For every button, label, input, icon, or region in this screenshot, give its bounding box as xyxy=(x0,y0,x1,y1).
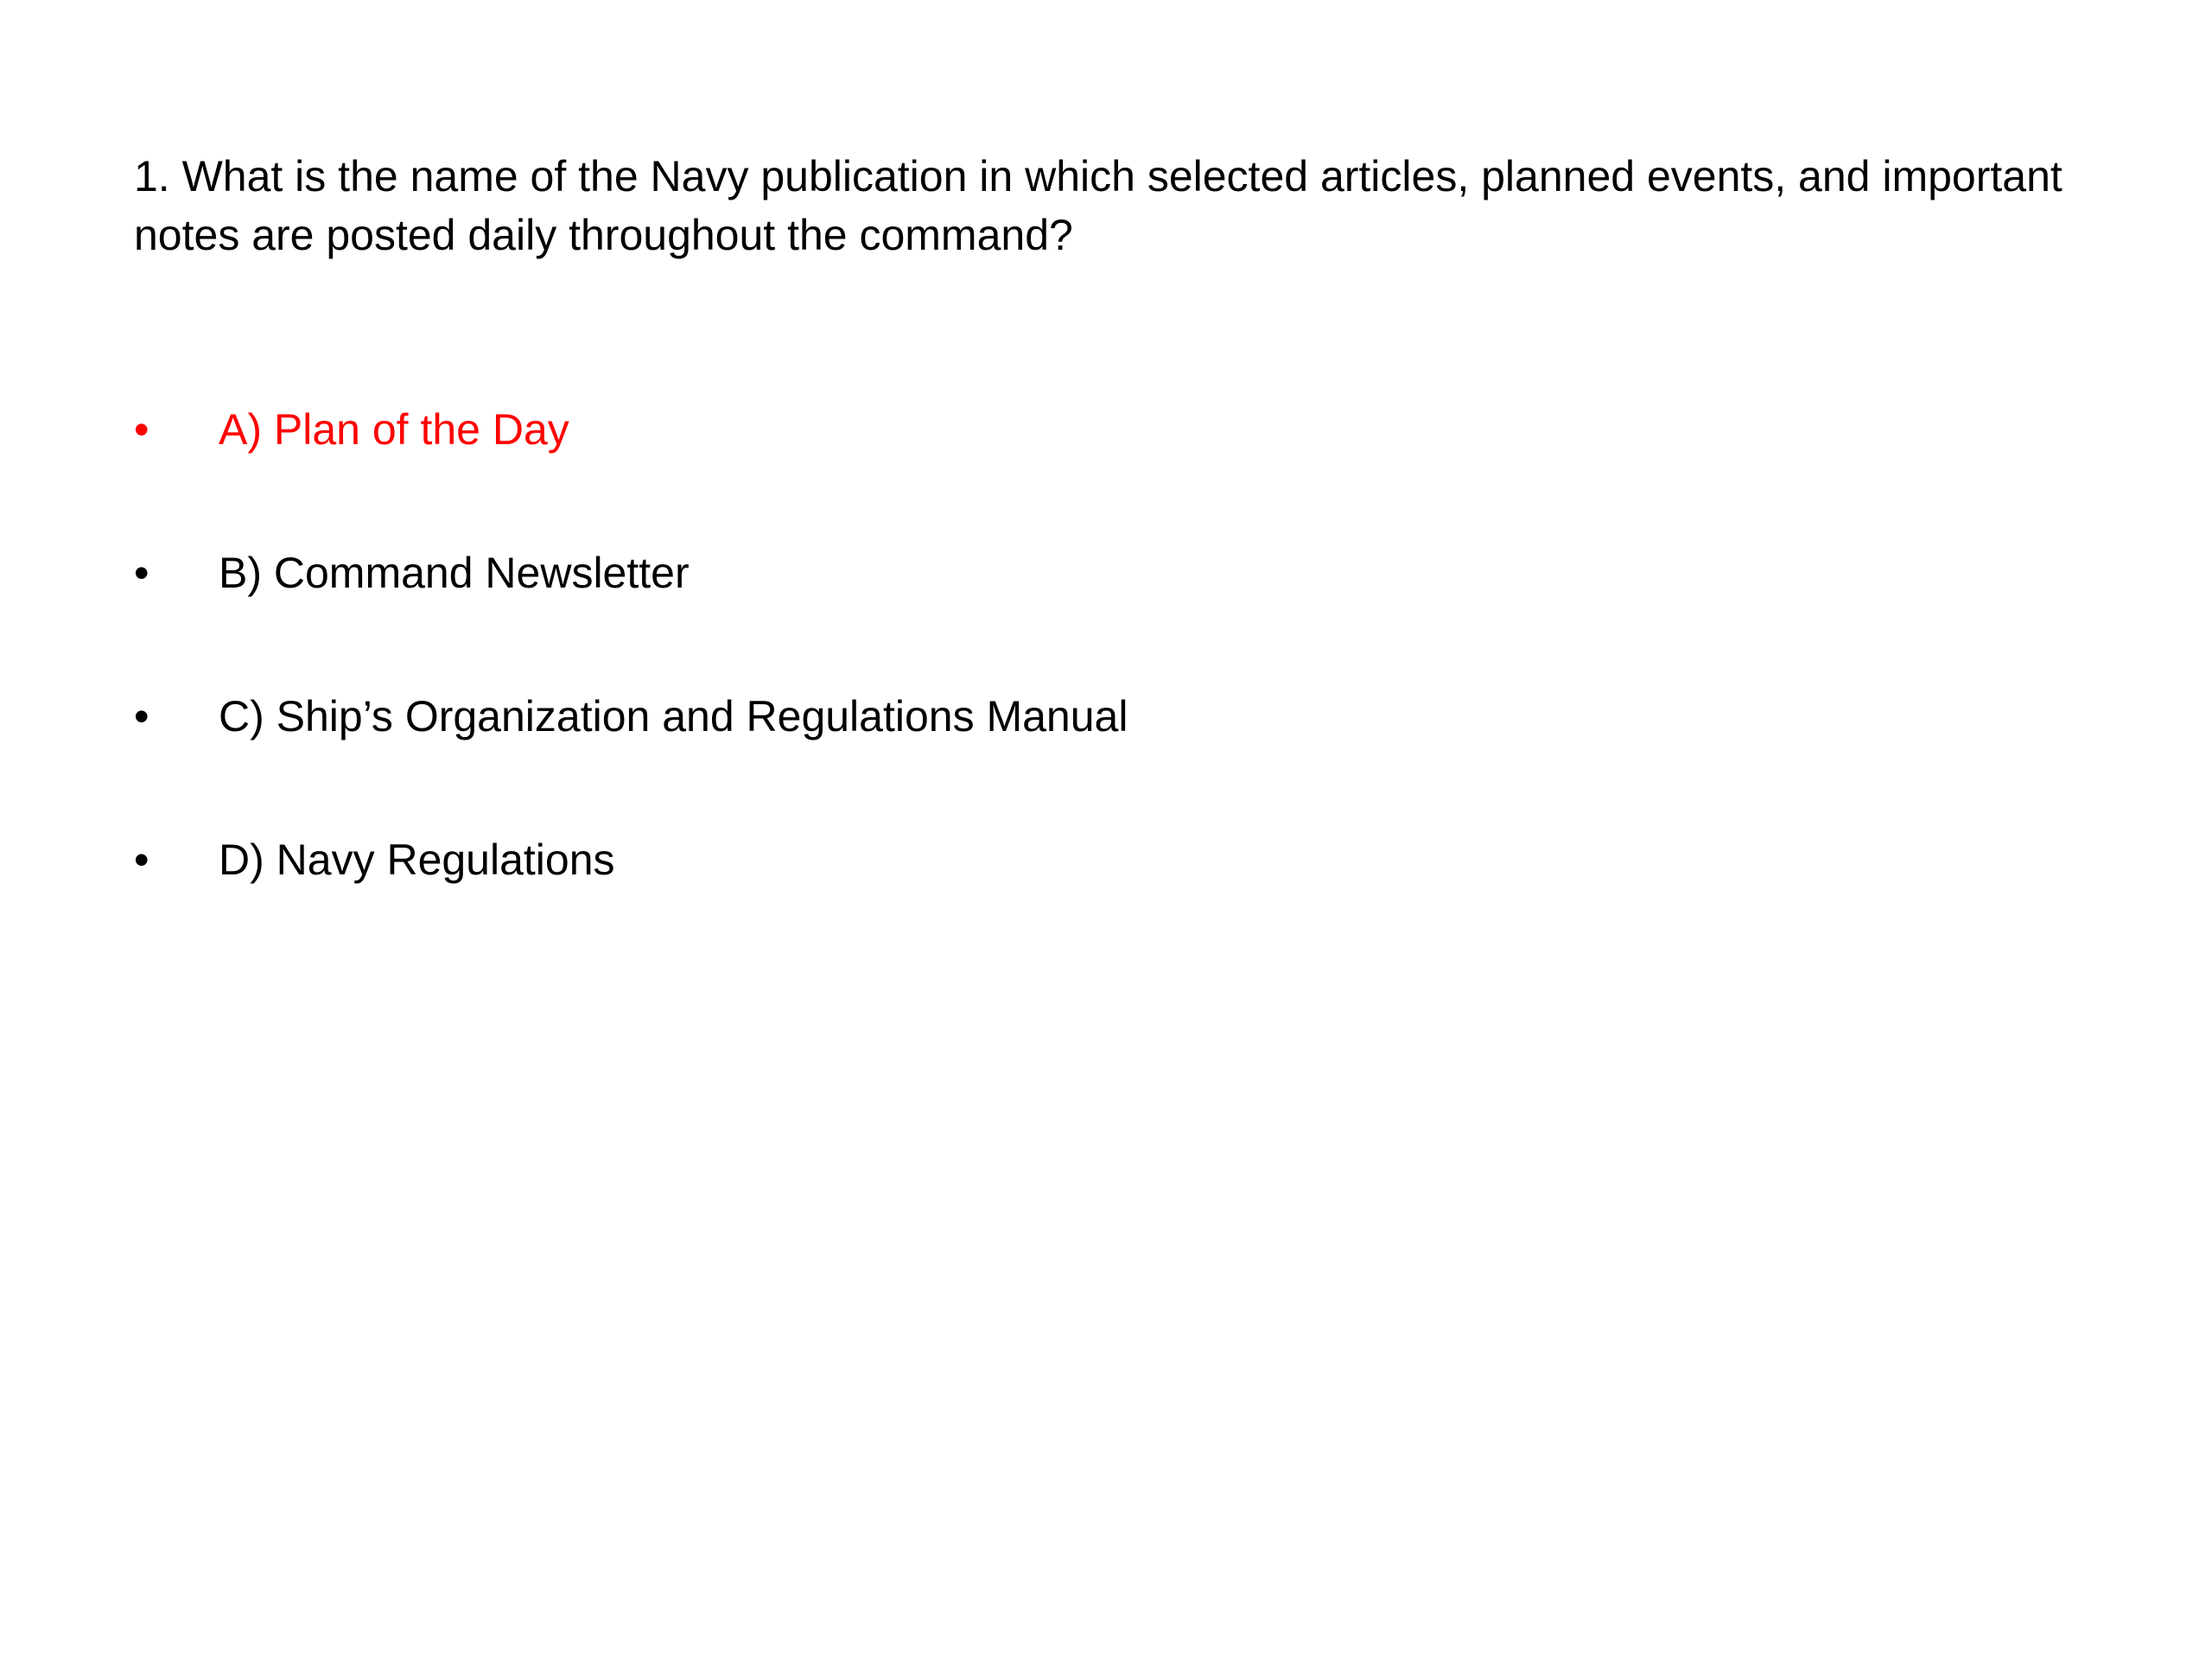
answer-option-b xyxy=(134,543,2078,686)
bullet-icon: • xyxy=(134,692,149,741)
answer-text-a: A) Plan of the Day xyxy=(219,405,569,454)
question-text: 1. What is the name of the Navy publication in which selected articles, planned events, and important notes are posted daily throughout the command? xyxy=(134,152,2063,259)
answer-option-c xyxy=(134,686,2078,830)
answer-text-c: C) Ship’s Organization and Regulations Manual xyxy=(219,692,1128,741)
answer-text-d: D) Navy Regulations xyxy=(219,836,615,884)
answer-list xyxy=(134,399,2078,973)
answer-option-d xyxy=(134,830,2078,973)
bullet-icon: • xyxy=(134,405,149,454)
bullet-icon: • xyxy=(134,549,149,597)
answer-text-b: B) Command Newsletter xyxy=(219,549,690,597)
bullet-icon: • xyxy=(134,836,149,884)
answer-option-a xyxy=(134,399,2078,543)
